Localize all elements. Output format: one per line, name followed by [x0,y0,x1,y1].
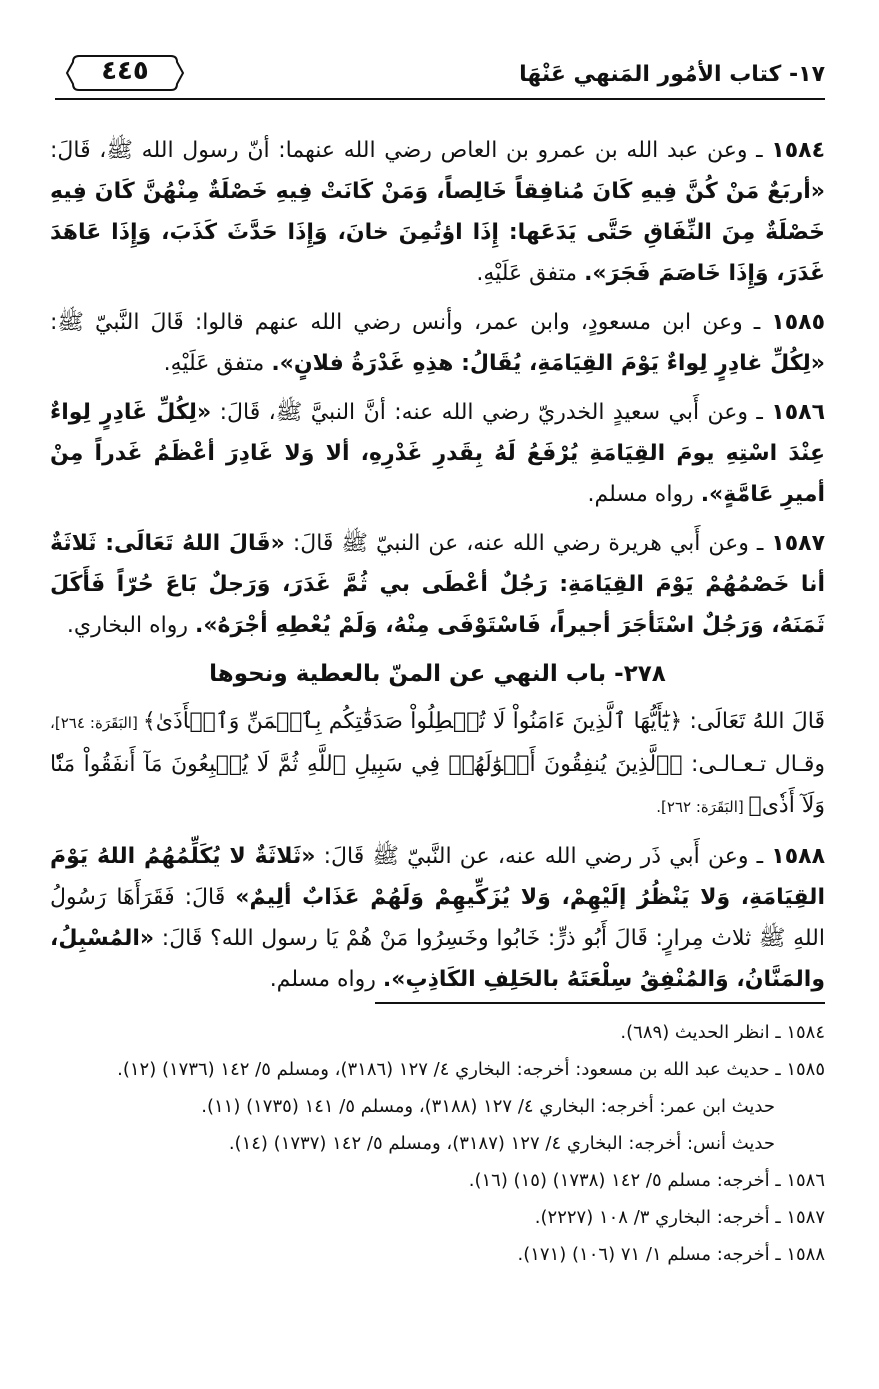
verse-reference: [البَقَرَة: ٢٦٢]. [656,798,749,816]
hadith-narration: قَالَ: فَقَرَأَهَا رَسُولُ اللهِ ﷺ ثلاث مِرارٍ: قَالَ أَبُو ذرٍّ: خَابُوا وخَسِرُوا مَنْ هُمْ يَا رسول الله؟ قَالَ: [50,885,825,951]
footnote: ١٥٨٥ ـ حديث عبد الله بن مسعود: أخرجه: البخاري ٤/ ١٢٧ (٣١٨٦)، ومسلم ٥/ ١٤٢ (١٧٣٦) (١٢). [117,1059,825,1080]
footnote: ١٥٨٧ ـ أخرجه: البخاري ٣/ ١٠٨ (٢٢٢٧). [534,1207,825,1228]
hadith-text: «لِكُلِّ غَادِرٍ لِواءٌ عِنْدَ اسْتِهِ يومَ القِيَامَةِ يُرْفَعُ لَهُ بِقَدرِ غَدْرِهِ، ألا وَلا غَادِرَ أعْظَمُ غَدراً مِنْ أميرِ عَامَّةٍ». [50,400,825,507]
footnote: ١٥٨٦ ـ أخرجه: مسلم ٥/ ١٤٢ (١٧٣٨) (١٥) (١٦). [468,1170,825,1191]
hadith-text: «المُسْبِلُ، والمَنَّانُ، وَالمُنْفِقُ سِلْعَتَهُ بالحَلِفِ الكَاذِبِ». [50,926,825,992]
hadith-text: «أربَعٌ مَنْ كُنَّ فِيهِ كَانَ مُنافِقاً خَالِصاً، وَمَنْ كَانَتْ فِيهِ خَصْلَةٌ مِنْهُنَّ كَانَ فِيهِ خَصْلَةٌ مِنَ النِّفَاقِ حَتَّى يَدَعَها: إِذَا اؤتُمِنَ خانَ، وَإِذَا حَدَّثَ كَذَبَ، وَإِذَا عَاهَدَ غَدَرَ، وَإِذَا خَاصَمَ فَجَرَ». [50,179,825,286]
hadith-intro: ـ وعن ابن مسعودٍ، وابن عمر، وأنس رضي الله عنهم قالوا: قَالَ النَّبيّ ﷺ: [50,310,772,335]
quran-verses [50,701,825,828]
hadith-source: رواه مسلم. [269,967,383,992]
hadith-text: «قَالَ اللهُ تَعَالَى: ثَلاثَةٌ أنا خَصْمُهُمْ يَوْمَ القِيَامَةِ: رَجُلٌ أعْطَى بي ثُمَّ غَدَرَ، وَرَجلٌ بَاعَ حُرّاً فَأَكَلَ ثَمَنَهُ، وَرَجُلٌ اسْتَأجَرَ أجيراً، فَاسْتَوْفَى مِنْهُ، وَلَمْ يُعْطِهِ أجْرَهُ». [50,531,825,638]
hadith-source: متفق عَلَيْهِ. [476,261,585,286]
hadith-1585 [50,302,825,384]
footnote: حديث ابن عمر: أخرجه: البخاري ٤/ ١٢٧ (٣١٨٨)، ومسلم ٥/ ١٤١ (١٧٣٥) (١١). [201,1096,775,1117]
verse-text: ﴿يَٰٓأَيُّهَا ٱلَّذِينَ ءَامَنُواْ لَا تُبۡطِلُواْ صَدَقَٰتِكُم بِٱلۡمَنِّ وَٱلۡأَذَىٰ﴾ [142,709,683,734]
verse-intro: وقـال تـعـالـى: [682,752,825,777]
hadith-number: ١٥٨٤ [771,138,825,163]
hadith-text: «ثَلاثَةٌ لا يُكَلِّمُهُمُ اللهُ يَوْمَ القِيَامَةِ، وَلا يَنْظُرُ إلَيْهِمْ، وَلا يُزَكِّيهِمْ وَلَهُمْ عَذَابٌ ألِيمٌ» [50,844,825,910]
footnote-divider [375,1002,825,1004]
verse-reference: [البَقَرَة: ٢٦٤]، [50,714,143,732]
hadith-number: ١٥٨٥ [771,310,825,335]
page-header [55,52,825,102]
hadith-intro: ـ وعن أَبي هريرة رضي الله عنه، عن النبيّ ﷺ قَالَ: [284,531,772,556]
hadith-intro: ـ وعن أَبي سعيدٍ الخدريّ رضي الله عنه: أنَّ النبيَّ ﷺ، قَالَ: [211,400,772,425]
hadith-number: ١٥٨٦ [771,400,825,425]
page-number-frame [65,52,185,94]
hadith-text: «لِكُلِّ غادِرٍ لِواءٌ يَوْمَ القِيَامَةِ، يُقَالُ: هذِهِ غَدْرَةُ فلانٍ». [271,351,825,376]
page-number: ٤٤٥ [101,56,149,86]
hadith-source: رواه البخاري. [66,613,195,638]
chapter-title: ١٧- كتاب الأمُور المَنهي عَنْهَا [519,62,825,87]
footnote: ١٥٨٤ ـ انظر الحديث (٦٨٩). [620,1022,825,1043]
main-text [50,130,825,1008]
hadith-source: متفق عَلَيْهِ. [163,351,272,376]
hadith-1588 [50,836,825,1000]
verse-text: ﴿ٱلَّذِينَ يُنفِقُونَ أَمۡوَٰلَهُمۡ فِي سَبِيلِ ٱللَّهِ ثُمَّ لَا يُتۡبِعُونَ مَآ أَنفَقُواْ مَنّٗا وَلَآ أَذٗى﴾ [50,752,825,818]
footnotes [50,1014,825,1273]
hadith-source: رواه مسلم. [587,482,701,507]
verse-intro: قَالَ اللهُ تَعَالَى: [682,709,825,734]
hadith-number: ١٥٨٧ [771,531,825,556]
section-title: ٢٧٨- باب النهي عن المنّ بالعطية ونحوها [209,661,666,687]
hadith-intro: ـ وعن عبد الله بن عمرو بن العاص رضي الله عنهما: أنّ رسول الله ﷺ، قَالَ: [50,138,772,163]
hadith-number: ١٥٨٨ [771,844,825,869]
hadith-intro: ـ وعن أَبي ذَر رضي الله عنه، عن النَّبيّ ﷺ قَالَ: [315,844,772,869]
footnote: حديث أنس: أخرجه: البخاري ٤/ ١٢٧ (٣١٨٧)، ومسلم ٥/ ١٤٢ (١٧٣٧) (١٤). [228,1133,775,1154]
hadith-1587 [50,523,825,646]
hadith-1584 [50,130,825,294]
footnote: ١٥٨٨ ـ أخرجه: مسلم ١/ ٧١ (١٠٦) (١٧١). [517,1244,825,1265]
header-divider [55,98,825,100]
hadith-1586 [50,392,825,515]
